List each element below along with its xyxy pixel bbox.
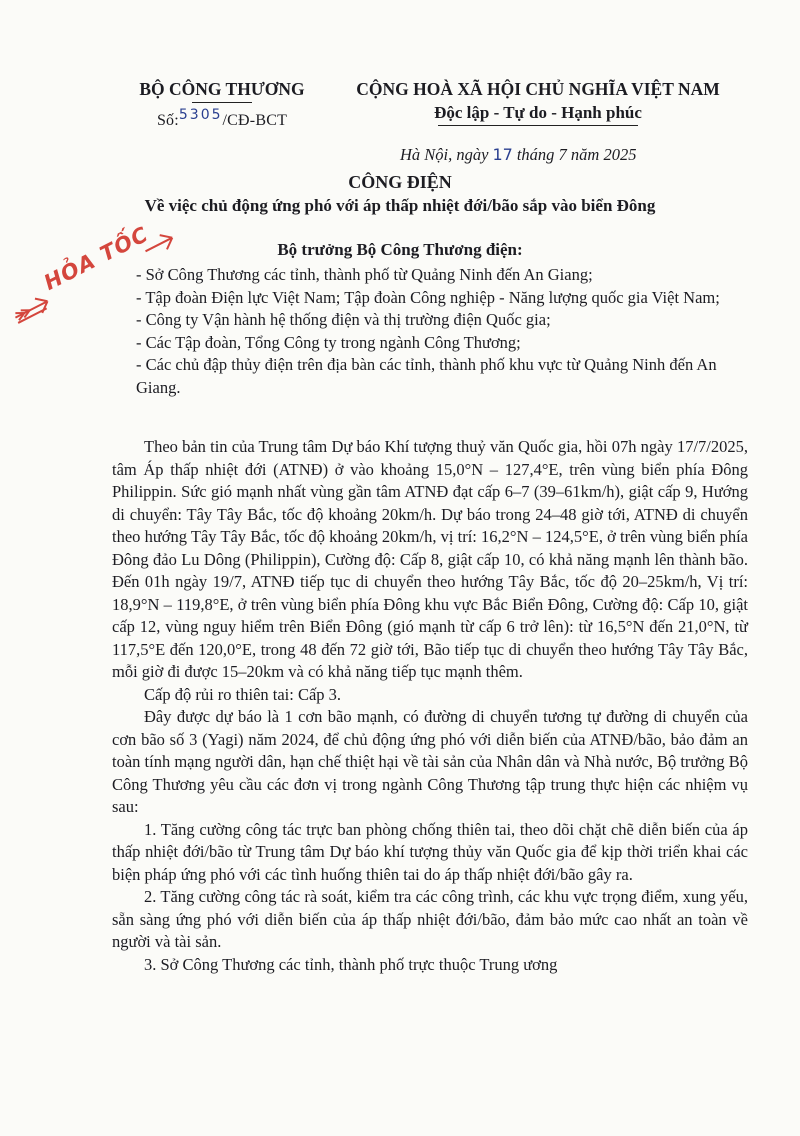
date-prefix: Hà Nội, ngày <box>400 145 489 164</box>
body-paragraph: Theo bản tin của Trung tâm Dự báo Khí tượng thuỷ văn Quốc gia, hồi 07h ngày 17/7/2025, tâm Áp thấp nhiệt đới (ATNĐ) ở vào khoảng 15,0°N – 127,4°E, trên vùng biển phía Đông Philippin. Sức gió mạnh nhất vùng gần tâm ATNĐ đạt cấp 6–7 (39–61km/h), giật cấp 9, Hướng di chuyển: Tây Tây Bắc, tốc độ khoảng 20km/h. Dự báo trong 24–48 giờ tới, ATNĐ di chuyển theo hướng Tây Tây Bắc, tốc độ khoảng 20km/h, vị trí: 16,2°N – 124,5°E, ở trên vùng biển phía Đông đảo Lu Dông (Philippin), Cường độ: Cấp 8, giật cấp 10, có khả năng mạnh lên thành bão. Đến 01h ngày 19/7, ATNĐ tiếp tục di chuyển theo hướng Tây Bắc, tốc độ 20–25km/h, Vị trí: 18,9°N – 119,8°E, ở trên vùng biển phía Đông khu vực Bắc Biển Đông, Cường độ: Cấp 10, giật cấp 12, vùng nguy hiểm trên Biển Đông (gió mạnh từ cấp 6 trở lên): từ 16,5°N đến 21,0°N, từ 117,5°E đến 120,0°E, trong 48 đến 72 giờ tới, Bão tiếp tục di chuyển theo hướng Tây Tây Bắc, mỗi giờ đi được 15–20km và có khả năng tiếp tục mạnh thêm. <box>112 437 748 681</box>
recipient-item: - Các Tập đoàn, Tổng Công ty trong ngành Công Thương; <box>136 332 521 352</box>
body-paragraph: Đây được dự báo là 1 cơn bão mạnh, có đường di chuyển tương tự đường di chuyển của cơn bão số 3 (Yagi) năm 2024, để chủ động ứng phó với diễn biến của ATNĐ/bão, bảo đảm an toàn tính mạng người dân, hạn chế thiệt hại về tài sản của Nhân dân và Nhà nước, Bộ trưởng Bộ Công Thương yêu cầu các đơn vị trong ngành Công Thương tập trung thực hiện các nhiệm vụ sau: <box>112 707 748 816</box>
document-subject: Về việc chủ động ứng phó với áp thấp nhiệt đới/bão sắp vào biển Đông <box>144 196 656 215</box>
handwritten-day: 17 <box>492 145 513 164</box>
place-date <box>400 144 740 166</box>
document-body <box>112 436 748 976</box>
body-paragraph: 1. Tăng cường công tác trực ban phòng chống thiên tai, theo dõi chặt chẽ diễn biến của áp thấp nhiệt đới/bão từ Trung tâm Dự báo khí tượng thủy văn Quốc gia để kịp thời triển khai các biện pháp ứng phó với các tình huống thiên tai do áp thấp nhiệt đới/bão gây ra. <box>112 819 748 884</box>
body-paragraph: Cấp độ rủi ro thiên tai: Cấp 3. <box>144 684 342 704</box>
recipient-item: - Sở Công Thương các tỉnh, thành phố từ Quảng Ninh đến An Giang; <box>136 265 593 284</box>
number-prefix: Số: <box>156 112 179 129</box>
recipient-list <box>136 264 748 399</box>
ministry-underline <box>192 102 252 103</box>
republic-name: CỘNG HOÀ XÃ HỘI CHỦ NGHĨA VIỆT NAM <box>356 79 720 99</box>
national-motto: Độc lập - Tự do - Hạnh phúc <box>434 103 642 122</box>
recipient-item: - Công ty Vận hành hệ thống điện và thị trường điện Quốc gia; <box>136 310 551 329</box>
salutation: Bộ trưởng Bộ Công Thương điện: <box>277 240 523 259</box>
stamp-label: HỎA TỐC <box>40 222 153 295</box>
body-paragraph: 3. Sở Công Thương các tỉnh, thành phố trực thuộc Trung ương <box>144 954 558 974</box>
issuer-block <box>112 77 332 133</box>
motto-underline <box>438 125 638 126</box>
body-paragraph: 2. Tăng cường công tác rà soát, kiểm tra các công trình, các khu vực trọng điểm, xung yếu, sẵn sàng ứng phó với diễn biến của áp thấp nhiệt đới/bão, đảm bảo mức cao nhất an toàn về người và tài sản. <box>112 887 748 951</box>
recipient-item: - Tập đoàn Điện lực Việt Nam; Tập đoàn Công nghiệp - Năng lượng quốc gia Việt Nam; <box>136 287 720 307</box>
recipient-item: - Các chủ đập thủy điện trên địa bàn các tỉnh, thành phố khu vực từ Quảng Ninh đến An Giang. <box>136 355 717 397</box>
date-suffix: tháng 7 năm 2025 <box>516 145 637 164</box>
document-type: CÔNG ĐIỆN <box>348 172 452 192</box>
number-suffix: /CĐ-BCT <box>222 112 288 129</box>
handwritten-number: 5305 <box>178 107 223 123</box>
national-header <box>348 77 728 126</box>
ministry-name: BỘ CÔNG THƯƠNG <box>139 79 305 99</box>
document-number <box>112 109 332 133</box>
